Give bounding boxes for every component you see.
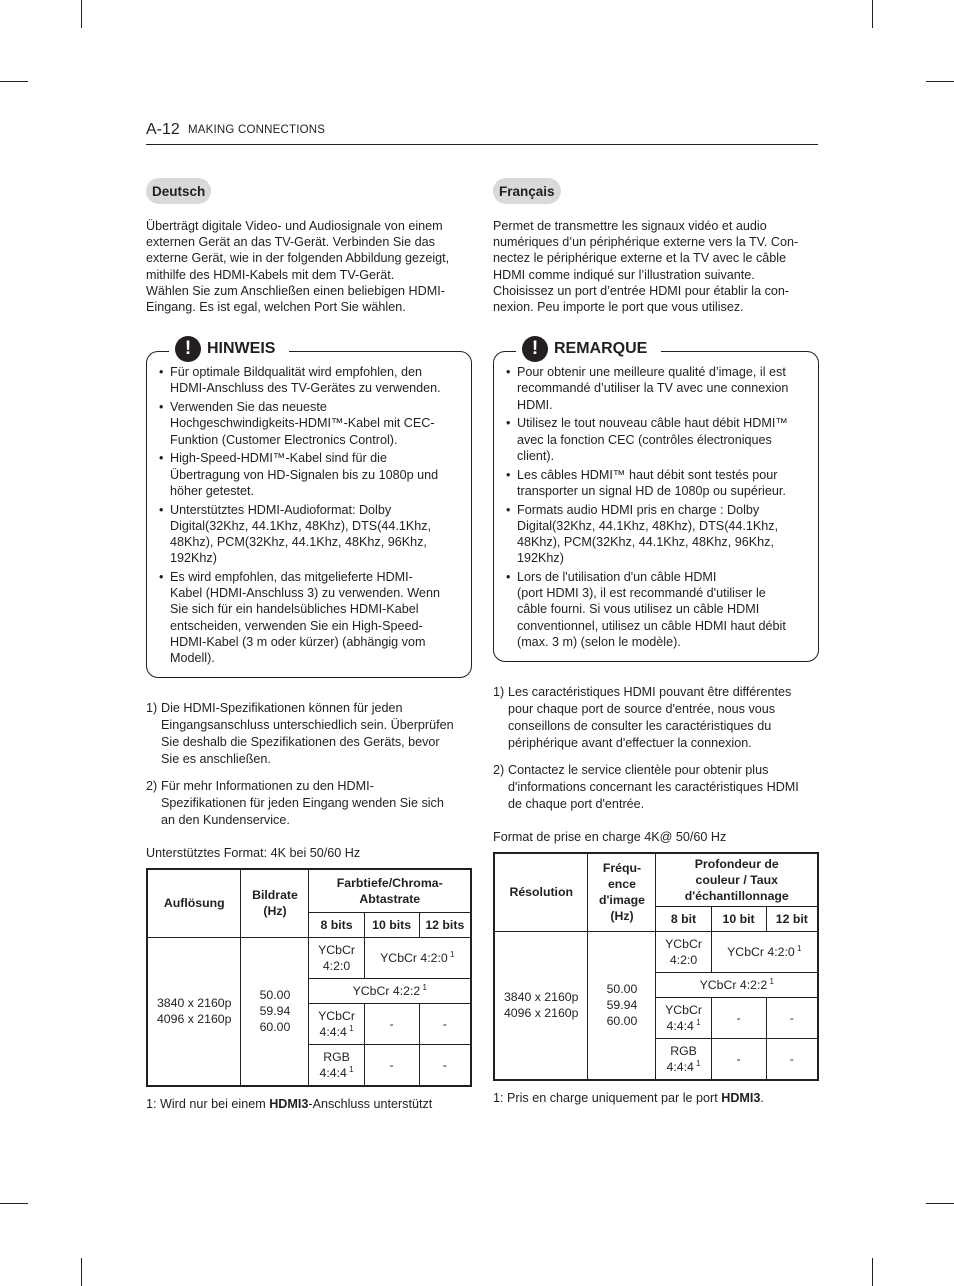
footnote-text: Contactez le service clientèle pour obtenir plus d'informations concernant les caractéristiques HDMI de chaque port d'entrée.	[508, 762, 799, 811]
spec-table	[146, 868, 472, 1087]
frame-rate-cell: 50.00 59.94 60.00	[588, 931, 656, 1080]
footnote-marker: 1	[693, 1058, 701, 1068]
header-resolution: Résolution	[494, 853, 588, 932]
table-header-row	[494, 853, 818, 907]
note-item: • Es wird empfohlen, das mitgelieferte HDMI- Kabel (HDMI-Anschluss 3) zu verwenden. Wenn Sie sich für ein handelsübliches HDMI-Kabel entscheiden, verwenden Sie ein High-Speed- HDMI-Kabel (3 m oder kürzer) (abhängig vom Modell).	[159, 569, 461, 666]
note-item: • Für optimale Bildqualität wird empfohlen, den HDMI-Anschluss des TV-Gerätes zu verwenden.	[159, 364, 461, 396]
footnotes	[146, 700, 472, 829]
format-cell: YCbCr 4:2:0	[309, 937, 364, 978]
unsupported-cell: -	[364, 1003, 419, 1044]
header-bits: 10 bit	[711, 906, 766, 931]
note-box	[146, 338, 472, 678]
note-label: HINWEIS	[207, 340, 276, 358]
column-deutsch	[146, 178, 472, 1111]
footnote-text: Die HDMI-Spezifikationen können für jeden Eingangsanschluss unterschiedlich sein. Überprüfen Sie deshalb die Spezifikationen des Geräts, bevor Sie es anschließen.	[161, 700, 454, 766]
unsupported-cell: -	[711, 1038, 766, 1080]
table-row	[147, 937, 471, 978]
crop-mark	[81, 0, 82, 28]
format-cell: YCbCr 4:2:2 $^1$	[309, 978, 471, 1003]
footnote-marker: 1	[693, 1017, 701, 1027]
footnote-number: 2)	[493, 762, 505, 777]
section-title: MAKING CONNECTIONS	[188, 124, 326, 136]
footnote-marker: 1	[346, 1064, 354, 1074]
header-frame-rate: Bildrate (Hz)	[241, 869, 309, 938]
header-frame-rate: Fréqu- ence d'image (Hz)	[588, 853, 656, 932]
note-list	[506, 364, 808, 650]
format-cell: YCbCr 4:2:0	[656, 931, 711, 972]
format-cell: RGB 4:4:4 $^1$	[309, 1044, 364, 1086]
footnotes	[493, 684, 819, 813]
format-label: Unterstütztes Format: 4K bei 50/60 Hz	[146, 845, 361, 860]
crop-mark	[81, 1258, 82, 1286]
table-footnote-port: HDMI3	[269, 1096, 309, 1111]
note-item: • Lors de l'utilisation d'un câble HDMI (port HDMI 3), il est recommandé d'utiliser le câble fourni. Si vous utilisez un câble HDMI conventionnel, utilisez un câble HDMI haut débit (max. 3 m) (selon le modèle).	[506, 569, 808, 650]
language-label: Deutsch	[146, 178, 211, 204]
footnote-text: Les caractéristiques HDMI pouvant être différentes pour chaque port de source d'entrée, nous vous conseillons de consulter les caractéristiques du périphérique avant d'effectuer la connexion.	[508, 684, 792, 750]
note-list	[159, 364, 461, 666]
header-bits: 8 bit	[656, 906, 711, 931]
language-label: Français	[493, 178, 561, 204]
crop-mark	[926, 81, 954, 82]
footnote-number: 1)	[146, 700, 158, 715]
crop-mark	[872, 1258, 873, 1286]
footnote-number: 1)	[493, 684, 505, 699]
crop-mark	[0, 1203, 28, 1204]
header-bits: 8 bits	[309, 912, 364, 937]
table-footnote-port: HDMI3	[721, 1090, 761, 1105]
spec-table	[493, 852, 819, 1081]
footnote-text: Für mehr Informationen zu den HDMI- Spezifikationen für jeden Eingang wenden Sie sich an den Kundenservice.	[161, 778, 444, 827]
footnote	[146, 700, 472, 768]
note-item: • Les câbles HDMI™ haut débit sont testés pour transporter un signal HD de 1080p ou supérieur.	[506, 467, 808, 499]
crop-mark	[0, 81, 28, 82]
note-title	[169, 336, 289, 362]
header-bits: 12 bits	[419, 912, 471, 937]
format-label: Format de prise en charge 4K@ 50/60 Hz	[493, 829, 727, 844]
footnote	[493, 684, 819, 752]
unsupported-cell: -	[766, 997, 818, 1038]
unsupported-cell: -	[766, 1038, 818, 1080]
column-francais	[493, 178, 819, 1105]
note-box	[493, 338, 819, 661]
header-resolution: Auflösung	[147, 869, 241, 938]
note-label: REMARQUE	[554, 340, 648, 358]
format-cell: YCbCr 4:4:4 $^1$	[309, 1003, 364, 1044]
note-item: • High-Speed-HDMI™-Kabel sind für die Übertragung von HD-Signalen bis zu 1080p und höher getestet.	[159, 450, 461, 499]
note-item: • Pour obtenir une meilleure qualité d’image, il est recommandé d’utiliser la TV avec une connexion HDMI.	[506, 364, 808, 413]
intro-paragraph: Überträgt digitale Video- und Audiosignale von einem externen Gerät an das TV-Gerät. Verbinden Sie das externe Gerät, wie in der folgenden Abbildung gezeigt, mithilfe des HDMI-Kabels mit dem TV-Gerät. Wählen Sie zum Anschließen einen beliebigen HDMI- Eingang. Es ist egal, welchen Port Sie wählen.	[146, 219, 450, 315]
format-cell: RGB 4:4:4 $^1$	[656, 1038, 711, 1080]
header-color-depth: Farbtiefe/Chroma- Abtastrate	[309, 869, 471, 913]
resolution-cell: 3840 x 2160p 4096 x 2160p	[147, 937, 241, 1086]
header-bits: 10 bits	[364, 912, 419, 937]
note-item: • Formats audio HDMI pris en charge : Dolby Digital(32Khz, 44.1Khz, 48Khz), DTS(44.1Khz, 48Khz), PCM(32Khz, 44.1Khz, 48Khz, 96Khz, 192Khz)	[506, 502, 808, 567]
footnote-marker: 1	[346, 1023, 354, 1033]
unsupported-cell: -	[419, 1044, 471, 1086]
warning-icon: !	[522, 336, 548, 362]
table-footnote: 1: Pris en charge uniquement par le port HDMI3.	[493, 1090, 764, 1105]
resolution-cell: 3840 x 2160p 4096 x 2160p	[494, 931, 588, 1080]
page-header	[146, 120, 818, 145]
unsupported-cell: -	[419, 1003, 471, 1044]
note-title	[516, 336, 661, 362]
unsupported-cell: -	[364, 1044, 419, 1086]
unsupported-cell: -	[711, 997, 766, 1038]
crop-mark	[926, 1203, 954, 1204]
format-cell: YCbCr 4:2:0 $^1$	[711, 931, 818, 972]
footnote	[146, 778, 472, 829]
footnote-number: 2)	[146, 778, 158, 793]
format-cell: YCbCr 4:4:4 $^1$	[656, 997, 711, 1038]
page-number: A-12	[146, 121, 180, 138]
header-color-depth: Profondeur de couleur / Taux d'échantillonnage	[656, 853, 818, 907]
footnote-marker: 1	[794, 943, 802, 953]
note-item: • Unterstütztes HDMI-Audioformat: Dolby Digital(32Khz, 44.1Khz, 48Khz), DTS(44.1Khz, 48Khz), PCM(32Khz, 44.1Khz, 48Khz, 96Khz, 192Khz)	[159, 502, 461, 567]
footnote-marker: 1	[447, 949, 455, 959]
note-item: • Verwenden Sie das neueste Hochgeschwindigkeits-HDMI™-Kabel mit CEC- Funktion (Customer Electronics Control).	[159, 399, 461, 448]
table-footnote: 1: Wird nur bei einem HDMI3-Anschluss unterstützt	[146, 1096, 433, 1111]
note-item: • Utilisez le tout nouveau câble haut débit HDMI™ avec la fonction CEC (contrôles électroniques client).	[506, 415, 808, 464]
frame-rate-cell: 50.00 59.94 60.00	[241, 937, 309, 1086]
header-bits: 12 bit	[766, 906, 818, 931]
footnote-marker: 1	[767, 976, 774, 986]
table-row	[494, 931, 818, 972]
table-header-row	[147, 869, 471, 913]
warning-icon: !	[175, 336, 201, 362]
intro-paragraph: Permet de transmettre les signaux vidéo et audio numériques d’un périphérique externe vers la TV. Con- nectez le périphérique externe et la TV avec le câble HDMI comme indiqué sur l’illustration suivante. Choisissez un port d’entrée HDMI pour établir la con- nexion. Peu importe le port que vous utilisez.	[493, 219, 799, 315]
crop-mark	[872, 0, 873, 28]
format-cell: YCbCr 4:2:2 $^1$	[656, 972, 818, 997]
footnote	[493, 762, 819, 813]
format-cell: YCbCr 4:2:0 $^1$	[364, 937, 471, 978]
footnote-marker: 1	[420, 982, 427, 992]
